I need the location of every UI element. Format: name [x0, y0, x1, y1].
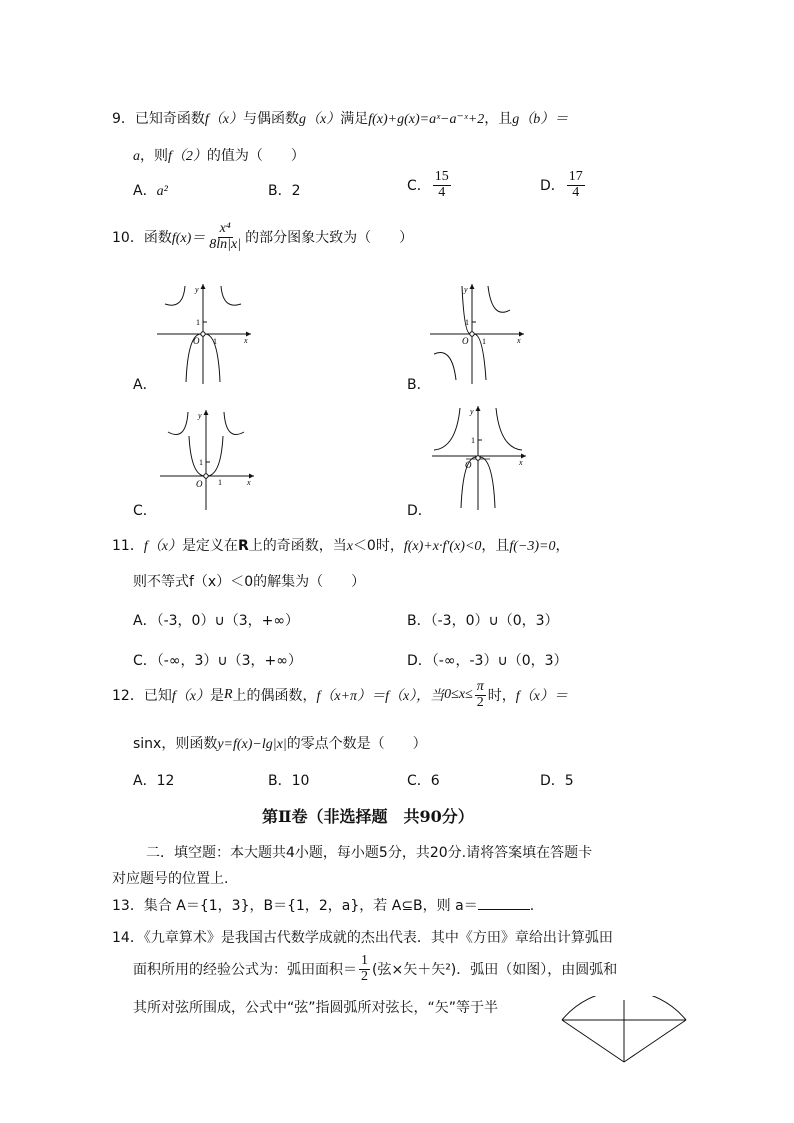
svg-text:x: x	[519, 458, 523, 467]
svg-text:O: O	[196, 479, 203, 489]
q13-answer-blank[interactable]	[478, 895, 530, 910]
question-9-option-d[interactable]: D． $\frac{17}{4}$	[540, 169, 583, 200]
graph-c-curve-left	[168, 412, 188, 435]
graph-a-curve-right	[221, 286, 241, 305]
graph-d-curve-right	[496, 408, 522, 450]
question-9-option-c[interactable]: C． $\frac{15}{4}$	[407, 169, 449, 200]
graph-b-label[interactable]: B．	[407, 377, 431, 393]
question-9-line-1: 9．已知奇函数f（x）与偶函数g（x）满足f(x)+g(x)=aˣ−a⁻ˣ+2，且g（b）＝	[112, 111, 569, 127]
question-12-option-d[interactable]: D．5	[540, 773, 574, 789]
svg-text:1: 1	[465, 318, 469, 327]
question-14-line-2: 面积所用的经验公式为：弧田面积＝ $\frac{1}{2}$ (弦×矢＋矢²)．弧田（如图），由圆弧和	[133, 953, 618, 984]
question-12-option-c[interactable]: C．6	[407, 773, 440, 789]
part-2-title: 第Ⅱ卷（非选择题 共90分）	[262, 807, 474, 826]
graph-b	[428, 282, 528, 386]
svg-text:1: 1	[199, 458, 203, 467]
svg-text:x: x	[244, 336, 248, 345]
question-9-line-2: a，则f（2）的值为（ ）	[133, 148, 305, 164]
graph-c-curve-right	[224, 412, 244, 435]
graph-c-curve-mid-left	[189, 436, 204, 476]
question-11-option-c[interactable]: C．（-∞，3）∪（3，+∞）	[133, 653, 302, 669]
svg-text:x: x	[517, 336, 521, 345]
svg-text:1: 1	[482, 337, 486, 346]
svg-text:1: 1	[196, 318, 200, 327]
svg-text:O: O	[462, 336, 469, 346]
graph-a	[155, 282, 255, 386]
svg-text:y: y	[464, 285, 468, 294]
graph-c-curve-mid-right	[208, 436, 223, 476]
question-9-option-b[interactable]: B．2	[268, 183, 301, 199]
section-2-intro-line-1: 二．填空题：本大题共4小题，每小题5分，共20分.请将答案填在答题卡	[146, 845, 593, 861]
question-11-option-b[interactable]: B．（-3，0）∪（0，3）	[407, 613, 559, 629]
svg-text:y: y	[198, 411, 202, 420]
svg-text:y: y	[195, 285, 199, 294]
question-12-option-a[interactable]: A．12	[133, 773, 175, 789]
graph-d-curve-left	[434, 408, 460, 450]
question-12-option-b[interactable]: B．10	[268, 773, 310, 789]
question-14-line-1: 14．《九章算术》是我国古代数学成就的杰出代表．其中《方田》章给出计算弧田	[112, 930, 613, 946]
graph-b-curve-left	[434, 352, 456, 380]
svg-text:O: O	[193, 336, 200, 346]
question-9-option-a[interactable]: A．a²	[133, 183, 168, 199]
svg-text:1: 1	[213, 337, 217, 346]
svg-text:O: O	[465, 460, 472, 470]
graph-a-label[interactable]: A．	[133, 377, 157, 393]
arc-field-left-radius	[562, 1020, 624, 1062]
question-11-option-a[interactable]: A．（-3，0）∪（3，+∞）	[133, 613, 299, 629]
graph-d-curve-mid-right	[480, 457, 495, 508]
question-13: 13．集合 A＝{1，3}，B＝{1，2，a}，若 A⊆B，则 a＝ .	[112, 895, 534, 915]
svg-text:y: y	[470, 407, 474, 416]
section-2-intro-line-2: 对应题号的位置上.	[112, 871, 229, 887]
question-11-line-2: 则不等式f（x）＜0的解集为（ ）	[133, 574, 366, 590]
graph-d-label[interactable]: D．	[407, 503, 432, 519]
question-14-line-3: 其所对弦所围成，公式中“弦”指圆弧所对弦长，“矢”等于半	[133, 1000, 499, 1016]
question-11-line-1: 11．f（x）是定义在R上的奇函数，当x＜0时，f(x)+x·f′(x)<0，且f(−3)=0，	[112, 538, 570, 554]
question-12-line-1: 12．已知f（x）是R上的偶函数，f（x+π）＝f（x），当0≤x≤ $\frac{\pi}{2}$ 时，f（x）＝	[112, 679, 568, 710]
svg-text:1: 1	[471, 436, 475, 445]
graph-a-curve-left	[165, 286, 185, 305]
arc-field-figure	[558, 996, 690, 1066]
question-10-stem: 10．函数f(x)＝ $\frac{\text{x⁴}}{8\ln|x|}$ 的部分图象大致为（ ）	[112, 221, 414, 252]
svg-text:1: 1	[218, 478, 222, 487]
graph-c	[158, 408, 258, 512]
question-11-option-d[interactable]: D．（-∞，-3）∪（0，3）	[407, 653, 568, 669]
question-12-line-2: sinx，则函数y=f(x)−lg|x|的零点个数是（ ）	[133, 736, 427, 752]
arc-field-right-radius	[624, 1020, 686, 1062]
svg-text:x: x	[247, 478, 251, 487]
graph-c-label[interactable]: C．	[133, 503, 157, 519]
graph-d	[430, 404, 530, 512]
graph-b-curve-right	[488, 286, 510, 312]
